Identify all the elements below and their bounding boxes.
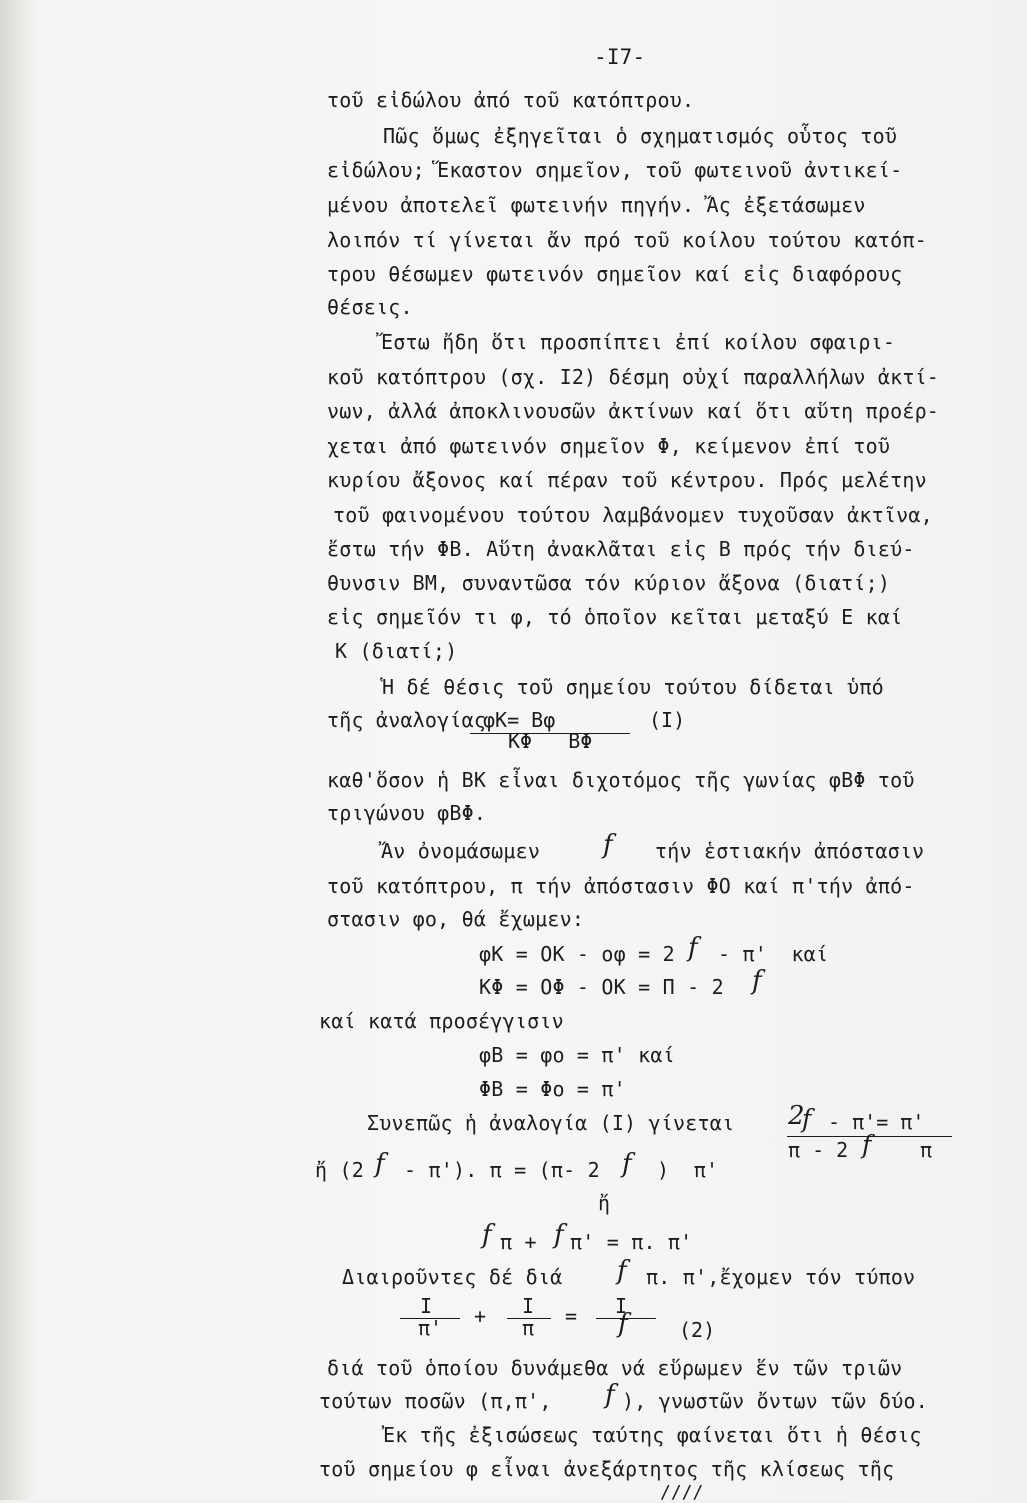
text-line-20: καθ'ὅσον ἡ ΒΚ εἶναι διχοτόμος τῆς γωνίας φΒΦ τοῦ	[327, 768, 915, 792]
text-line-11: χεται ἀπό φωτεινόν σημεῖον Φ, κείμενον ἐπί τοῦ	[327, 434, 891, 458]
eqa-denominator: π - 2	[788, 1138, 849, 1162]
text-line-8: Ἔστω ἤδη ὅτι προσπίπτει ἐπί κοίλου σφαιρι-	[381, 330, 896, 354]
eqa-num-digit: 2	[788, 1101, 805, 1131]
text-line-29a: τούτων ποσῶν (π,π',	[319, 1389, 552, 1413]
eqa-numerator-rest: - π'= π'	[816, 1110, 925, 1134]
text-line-22a: Ἄν ὀνομάσωμεν	[381, 839, 541, 863]
eq2-term1-numerator: I	[420, 1294, 433, 1318]
formula-3: φΒ = φο = π' καί	[479, 1043, 675, 1067]
text-line-10: νων, ἀλλά ἀποκλινουσῶν ἀκτίνων καί ὅτι αὕτη προέρ-	[327, 399, 940, 423]
formula-6b: π' = π. π'	[570, 1230, 693, 1254]
text-line-26: Συνεπῶς ἡ ἀναλογία (Ι) γίνεται	[367, 1111, 735, 1135]
text-line-21: τριγώνου φΒΦ.	[327, 801, 487, 825]
text-line-25: καί κατά προσέγγισιν	[319, 1009, 564, 1033]
text-line-27b: π. π',ἔχομεν τόν τύπον	[646, 1265, 916, 1289]
text-line-4: μένου ἀποτελεῖ φωτεινήν πηγήν. Ἄς ἐξετάσωμεν	[327, 193, 866, 217]
text-line-18: Ἡ δέ θέσις τοῦ σημείου τούτου δίδεται ὑπό	[382, 675, 884, 699]
formula-5c: ) π'	[657, 1158, 719, 1182]
eq1-numerator: φΚ= Βφ	[483, 708, 556, 732]
eq1-label: (Ι)	[649, 708, 686, 732]
f-symbol-2: f	[688, 933, 698, 963]
text-line-16: εἰς σημεῖόν τι φ, τό ὁποῖον κεῖται μεταξύ Ε καί	[327, 605, 903, 629]
text-line-15: θυνσιν ΒΜ, συναντῶσα τόν κύριον ἄξονα (διατί;)	[327, 571, 891, 595]
f-symbol-1: f	[603, 830, 613, 860]
text-line-17: Κ (διατί;)	[335, 639, 458, 663]
conjunction-or: ἤ	[598, 1191, 611, 1215]
text-line-5: λοιπόν τί γίνεται ἄν πρό τοῦ κοίλου τούτου κατόπ-	[327, 228, 927, 252]
eq2-label: (2)	[679, 1318, 716, 1342]
text-line-13: τοῦ φαινομένου τούτου λαμβάνομεν τυχοῦσαν ἀκτῖνα,	[333, 503, 933, 527]
f-symbol-10: f	[617, 1256, 627, 1286]
f-symbol-6: f	[375, 1149, 385, 1179]
page-number: -I7-	[594, 45, 646, 69]
f-symbol-7: f	[622, 1149, 632, 1179]
eqa-denominator-right: π	[920, 1138, 933, 1162]
eq2-term1-denominator: π'	[418, 1316, 443, 1340]
text-line-24: στασιν φο, θά ἔχωμεν:	[327, 907, 585, 931]
text-line-28: διά τοῦ ὁποίου δυνάμεθα νά εὕρωμεν ἕν τῶν τριῶν	[327, 1356, 903, 1380]
text-line-19: τῆς ἀναλογίας	[327, 708, 487, 732]
text-line-12: κυρίου ἄξονος καί πέραν τοῦ κέντρου. Πρός μελέτην	[327, 468, 927, 492]
formula-4: ΦΒ = Φο = π'	[479, 1077, 626, 1101]
text-line-27a: Διαιροῦντες δέ διά	[342, 1265, 563, 1289]
text-line-3: εἰδώλου; Ἕκαστον σημεῖον, τοῦ φωτεινοῦ ἀντικεί-	[327, 158, 903, 182]
text-line-2: Πῶς ὅμως ἐξηγεῖται ὁ σχηματισμός οὗτος τοῦ	[383, 124, 898, 148]
text-line-23: τοῦ κατόπτρου, π τήν ἀπόστασιν ΦΟ καί π'τήν ἀπό-	[327, 874, 915, 898]
text-line-9: κοῦ κατόπτρου (σχ. I2) δέσμη οὐχί παραλλήλων ἀκτί-	[327, 365, 940, 389]
eq2-term2-denominator: π	[522, 1316, 535, 1340]
formula-5b: - π'). π = (π- 2	[404, 1158, 600, 1182]
eq2-term2-numerator: I	[522, 1294, 535, 1318]
text-line-29b: ), γνωστῶν ὄντων τῶν δύο.	[622, 1389, 929, 1413]
f-symbol-5: f	[862, 1130, 872, 1159]
text-line-7: θέσεις.	[327, 295, 413, 319]
text-line-1: τοῦ εἰδώλου ἀπό τοῦ κατόπτρου.	[327, 88, 695, 112]
f-symbol-8: f	[482, 1220, 492, 1250]
f-symbol-4: f	[802, 1104, 812, 1133]
eq2-term3-numerator: I	[615, 1294, 628, 1318]
text-line-6: τρου θέσωμεν φωτεινόν σημεῖον καί εἰς διαφόρους	[327, 262, 903, 286]
eq2-equals: =	[565, 1304, 578, 1328]
binding-shadow	[0, 0, 30, 1500]
text-line-30: Ἐκ τῆς ἐξισώσεως ταύτης φαίνεται ὅτι ἡ θέσις	[383, 1423, 922, 1447]
text-line-22b: τήν ἑστιακήν ἀπόστασιν	[655, 839, 925, 863]
formula-5a: ἤ (2	[315, 1158, 364, 1182]
text-line-14: ἔστω τήν ΦΒ. Αὕτη ἀνακλᾶται εἰς Β πρός τήν διεύ-	[327, 537, 915, 561]
eq2-plus: +	[474, 1304, 487, 1328]
f-symbol-12: f	[605, 1380, 615, 1410]
eq1-denominator: ΚΦ ΒΦ	[508, 729, 593, 753]
f-symbol-11: f	[618, 1309, 628, 1339]
formula-1b: - π' καί	[718, 942, 829, 966]
f-symbol-3: f	[752, 966, 762, 996]
formula-1a: φΚ = ΟΚ - οφ = 2	[479, 942, 675, 966]
formula-6a: π +	[500, 1230, 537, 1254]
bottom-mark: ////	[660, 1482, 704, 1503]
f-symbol-9: f	[554, 1220, 564, 1250]
text-line-31: τοῦ σημείου φ εἶναι ἀνεξάρτητος τῆς κλίσεως τῆς	[319, 1457, 895, 1481]
formula-2a: ΚΦ = ΟΦ - ΟΚ = Π - 2	[479, 975, 724, 999]
